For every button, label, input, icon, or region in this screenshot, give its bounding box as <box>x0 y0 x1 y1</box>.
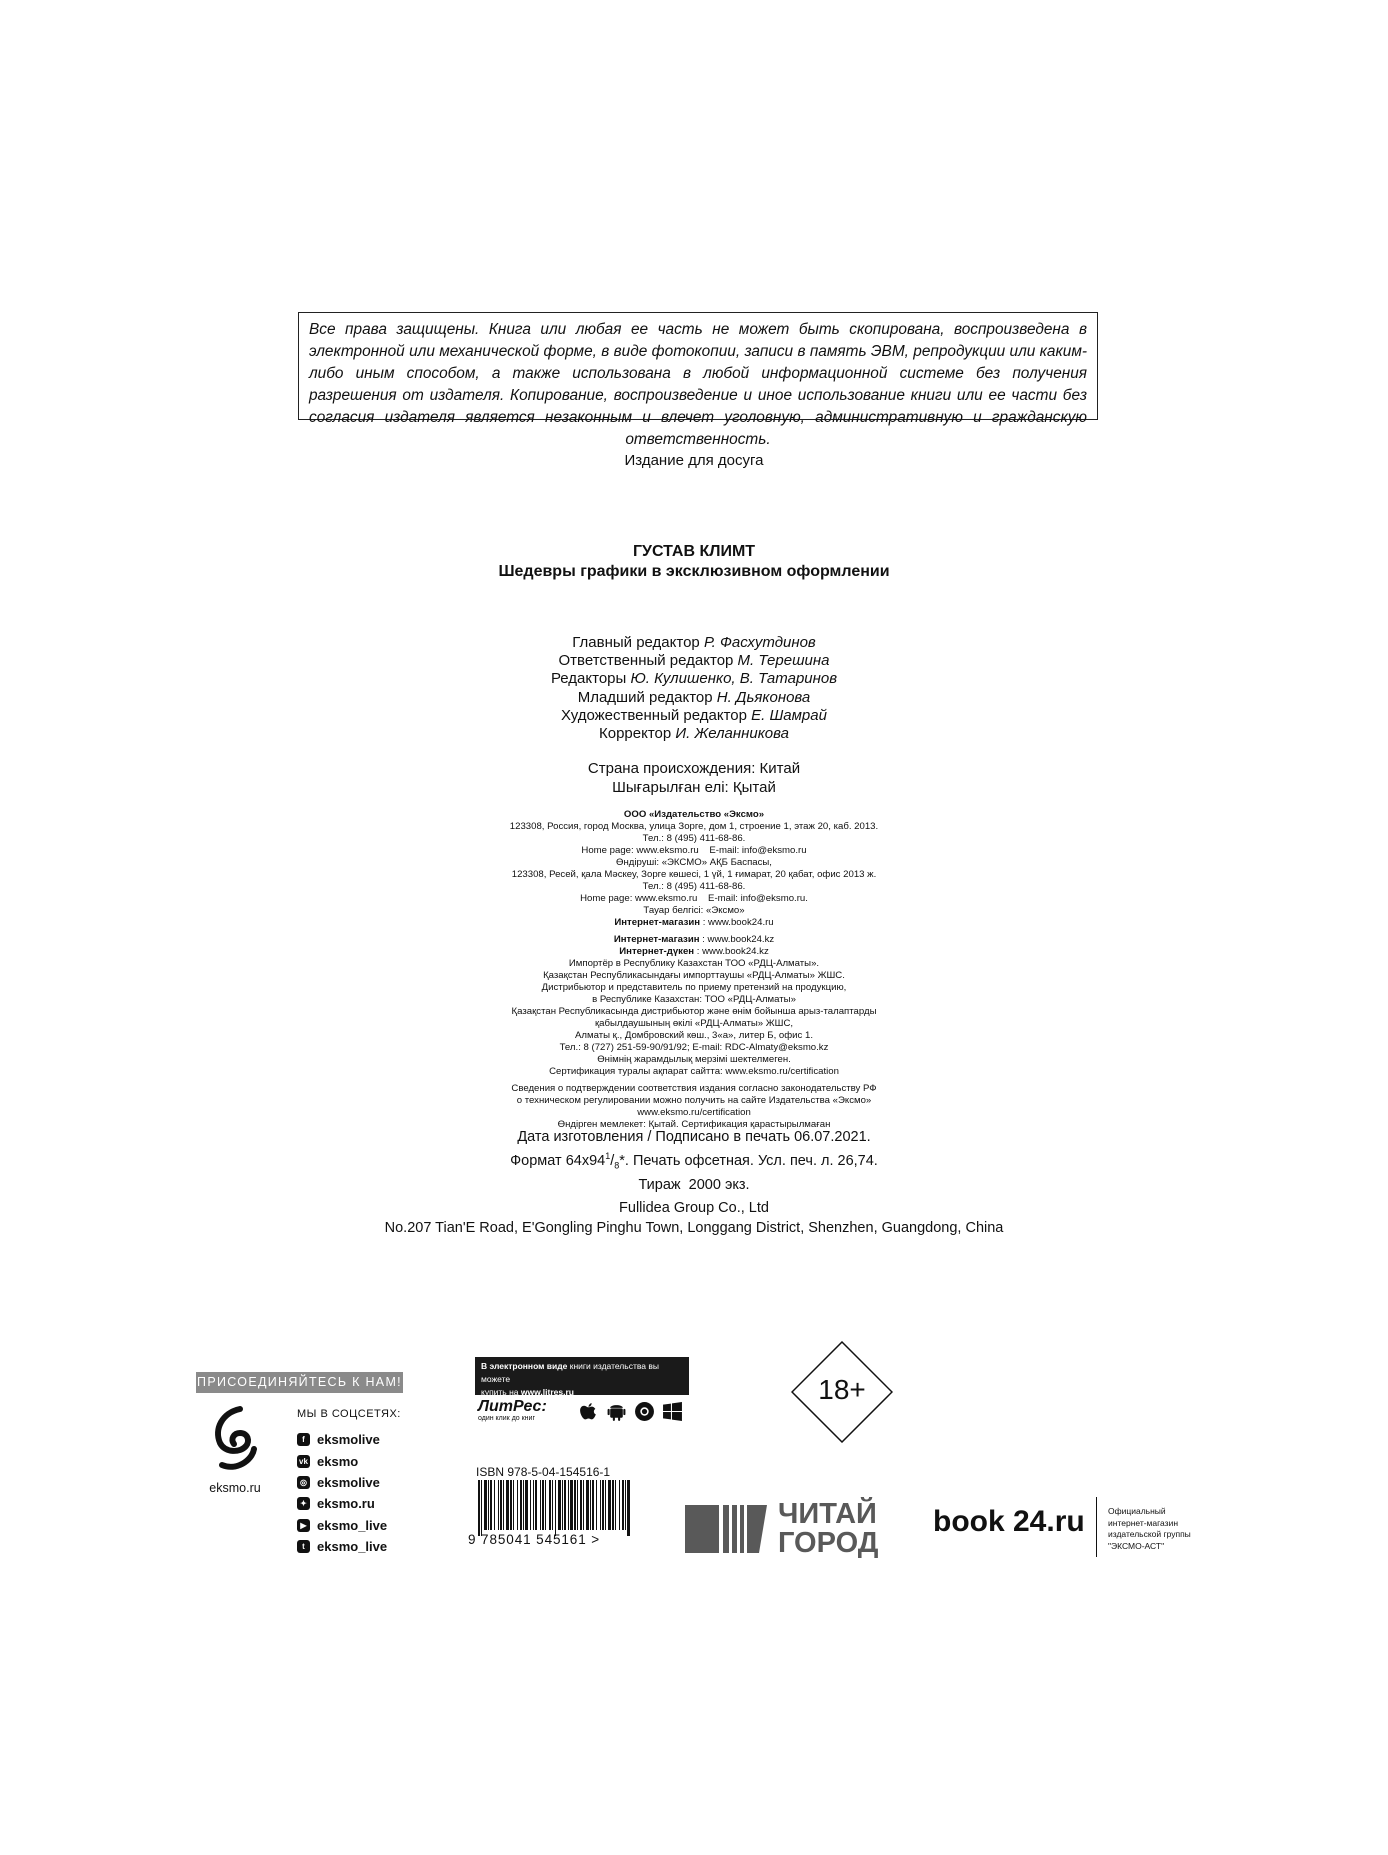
barcode-bar <box>619 1480 620 1530</box>
importer-line: Дистрибьютор и представитель по приему претензий на продукцию, <box>541 982 847 993</box>
barcode-bar <box>602 1480 604 1530</box>
barcode-bar <box>530 1480 531 1530</box>
publisher-name: ООО «Издательство «Эксмо» <box>623 809 765 820</box>
barcode-digits: 9 785041 545161 > <box>468 1532 601 1547</box>
rights-notice-text: Все права защищены. Книга или любая ее часть не может быть скопирована, воспроизведена в электронной или механической форме, в виде фотокопии, записи в память ЭВМ, репродукции или каким-либо иным способом, а также использована в любой информационной системе без получения разрешения от издателя. Копирование, воспроизведение и иное использование книги или ее части без согласия издателя является незаконным и влечет уголовную, административную и гражданскую ответственность. <box>309 321 1087 448</box>
importer-line: Импортёр в Республику Казахстан ТОО «РДЦ-Алматы». <box>568 958 820 969</box>
barcode-bar <box>625 1480 626 1530</box>
barcode-bar <box>552 1480 553 1530</box>
join-us-banner: ПРИСОЕДИНЯЙТЕСЬ К НАМ! <box>196 1372 403 1393</box>
social-list <box>297 1429 387 1557</box>
cert-line: о техническом регулировании можно получить на сайте Издательства «Эксмо» <box>516 1095 872 1106</box>
book-subtitle: Шедевры графики в эксклюзивном оформлении <box>498 563 890 580</box>
twitter-icon: t <box>297 1540 310 1553</box>
barcode-bar <box>627 1480 630 1536</box>
barcode-bar <box>517 1480 518 1530</box>
importer-line: Өнімнің жарамдылық мерзімі шектелмеген. <box>597 1054 791 1065</box>
publisher-web: Home page: www.eksmo.ru E-mail: info@eksmo.ru <box>581 845 807 856</box>
barcode-bar <box>580 1480 582 1530</box>
cert-line: www.eksmo.ru/certification <box>637 1107 751 1118</box>
litres-banner: В электронном виде книги издательства вы можете купить на www.litres.ru <box>475 1357 689 1395</box>
youtube-icon: ▶ <box>297 1519 310 1532</box>
book24-logo: book 24.ru <box>933 1505 1085 1538</box>
factory-info <box>0 1199 1388 1238</box>
platform-icons <box>578 1401 683 1422</box>
barcode-bar <box>488 1480 489 1530</box>
social-item-facebook[interactable]: f eksmolive <box>297 1429 387 1450</box>
barcode-bar <box>583 1480 584 1530</box>
barcode-bar <box>549 1480 551 1530</box>
editor-line: Редакторы Ю. Кулишенко, В. Татаринов <box>550 670 838 688</box>
barcode-bar <box>568 1480 569 1530</box>
barcode-bar <box>577 1480 578 1530</box>
barcode-bar <box>525 1480 528 1530</box>
litres-logo: ЛитРес: <box>478 1398 547 1415</box>
barcode-bar <box>596 1480 597 1530</box>
barcode-bar <box>615 1480 616 1530</box>
barcode-bar <box>520 1480 522 1530</box>
barcode-bar <box>490 1480 492 1530</box>
importer-line: қабылдаушының өкілі «РДЦ-Алматы» ЖШС, <box>594 1018 794 1029</box>
origin-ru: Страна происхождения: Китай <box>587 760 801 777</box>
browser-icon <box>634 1401 655 1422</box>
publisher-address: 123308, Россия, город Москва, улица Зорге, дом 1, строение 1, этаж 20, каб. 2013. <box>509 821 879 832</box>
editors-block <box>0 634 1388 743</box>
editor-line: Главный редактор Р. Фасхутдинов <box>572 634 816 651</box>
age-rating: 18+ <box>818 1374 866 1405</box>
barcode-bar <box>590 1480 591 1530</box>
facebook-icon: f <box>297 1433 310 1446</box>
barcode-bar <box>510 1480 512 1530</box>
social-item-instagram[interactable]: ◎ eksmolive <box>297 1472 387 1493</box>
barcode-bar <box>592 1480 594 1530</box>
cert-line: Сведения о подтверждении соответствия издания согласно законодательству РФ <box>511 1083 877 1094</box>
social-item-twitter[interactable]: t eksmo_live <box>297 1536 387 1557</box>
factory-address: No.207 Tian'E Road, E'Gongling Pinghu Town, Longgang District, Shenzhen, Guangdong, China <box>384 1219 1004 1236</box>
factory-name: Fullidea Group Co., Ltd <box>619 1200 769 1216</box>
barcode-bar <box>478 1480 480 1536</box>
social-item-ok[interactable]: ✦ eksmo.ru <box>297 1493 387 1514</box>
barcode-bar <box>622 1480 624 1530</box>
barcode-bar <box>612 1480 614 1530</box>
publisher-kz-phone: Тел.: 8 (495) 411-68-86. <box>642 881 746 892</box>
eksmo-logo-icon <box>200 1403 270 1483</box>
barcode-bar <box>506 1480 509 1530</box>
print-format: Формат $64x94^1/_8*$. Печать офсетная. Усл. печ. л. 26,74. <box>510 1151 878 1171</box>
importer-line: Алматы қ., Домбровский көш., 3«а», литер Б, офис 1. <box>575 1030 813 1041</box>
barcode-bar <box>484 1480 487 1530</box>
barcode-bar <box>545 1480 546 1530</box>
importer-line: Қазақстан Республикасындағы импорттаушы «РДЦ-Алматы» ЖШС. <box>543 970 845 981</box>
cert-line: Өндірген мемлекет: Қытай. Сертификация қарастырылмаған <box>557 1119 831 1130</box>
importer-line: Қазақстан Республикасында дистрибьютор және өнім бойынша арыз-талаптарды <box>511 1006 877 1017</box>
origin-kz: Шығарылған елі: Қытай <box>612 779 776 796</box>
litres-tagline: один клик до книг <box>478 1415 536 1422</box>
book24-divider <box>1096 1497 1097 1557</box>
barcode-bar <box>533 1480 534 1530</box>
barcode-bar <box>586 1480 589 1530</box>
shop-kz: Интернет-магазин : www.book24.kz <box>613 934 775 945</box>
barcode-bar <box>513 1480 514 1530</box>
social-item-youtube[interactable]: ▶ eksmo_live <box>297 1515 387 1536</box>
publisher-phone: Тел.: 8 (495) 411-68-86. <box>642 833 746 844</box>
editor-line: Младший редактор Н. Дьяконова <box>577 688 811 706</box>
publisher-kz-web: Home page: www.eksmo.ru E-mail: info@eksmo.ru. <box>580 893 808 904</box>
chitai-gorod-logo-icon <box>685 1503 767 1555</box>
android-icon <box>606 1401 627 1422</box>
editor-line: Корректор И. Желанникова <box>599 725 789 743</box>
barcode-bar <box>562 1480 563 1530</box>
eksmo-domain: eksmo.ru <box>209 1481 261 1495</box>
barcode-bar <box>564 1480 566 1530</box>
origin-block <box>0 759 1388 797</box>
barcode-bar <box>608 1480 611 1530</box>
publisher-kz-manufacturer: Өндіруші: «ЭКСМО» АҚБ Баспасы, <box>616 857 772 868</box>
social-title: МЫ В СОЦСЕТЯХ: <box>297 1408 401 1420</box>
windows-icon <box>662 1401 683 1422</box>
barcode-bar <box>570 1480 573 1530</box>
barcode-bar <box>540 1480 541 1530</box>
apple-icon <box>578 1401 599 1422</box>
importer-line: Тел.: 8 (727) 251-59-90/91/92; E-mail: RDC-Almaty@eksmo.kz <box>559 1042 829 1053</box>
barcode-bar <box>503 1480 504 1530</box>
print-run: Тираж 2000 экз. <box>638 1176 750 1193</box>
barcode-bar <box>574 1480 576 1530</box>
barcode-bar <box>498 1480 499 1530</box>
shop-kz2: Интернет-дүкен : www.book24.kz <box>619 946 769 957</box>
publisher-trademark: Тауар белгісі: «Эксмо» <box>643 905 745 916</box>
social-item-vk[interactable]: vk eksmo <box>297 1450 387 1471</box>
barcode-bar <box>494 1480 495 1530</box>
editor-line: Ответственный редактор М. Терешина <box>558 652 830 670</box>
barcode <box>474 1480 636 1536</box>
editor-line: Художественный редактор Е. Шамрай <box>561 706 827 724</box>
barcode-bar <box>481 1480 482 1536</box>
barcode-bar <box>558 1480 561 1530</box>
chitai-gorod-logo: ЧИТАЙ ГОРОД <box>778 1498 879 1559</box>
isbn: ISBN 978-5-04-154516-1 <box>476 1465 611 1479</box>
barcode-bar <box>500 1480 502 1530</box>
barcode-bar <box>600 1480 601 1530</box>
barcode-bar <box>523 1480 524 1530</box>
barcode-bar <box>542 1480 544 1530</box>
publisher-kz-address: 123308, Ресей, қала Мәскеу, Зорге көшесі, 1 үй, 1 ғимарат, 20 қабат, офис 2013 ж. <box>511 869 877 880</box>
vk-icon: vk <box>297 1455 310 1468</box>
print-info <box>0 1128 1388 1195</box>
publisher-block <box>0 809 1388 1131</box>
barcode-bar <box>605 1480 606 1530</box>
barcode-bar <box>535 1480 537 1530</box>
print-date: Дата изготовления / Подписано в печать 06.07.2021. <box>517 1129 871 1145</box>
ok-icon: ✦ <box>297 1497 310 1510</box>
rights-notice-box <box>298 312 1098 448</box>
book24-note: Официальный интернет-магазин издательской группы "ЭКСМО-АСТ" <box>1108 1506 1191 1551</box>
instagram-icon: ◎ <box>297 1476 310 1489</box>
edition-type: Издание для досуга <box>624 452 764 469</box>
barcode-bar <box>555 1480 556 1536</box>
book-author: ГУСТАВ КЛИМТ <box>632 543 756 560</box>
importer-line: в Республике Казахстан: ТОО «РДЦ-Алматы» <box>592 994 796 1005</box>
importer-line: Сертификация туралы ақпарат сайтта: www.eksmo.ru/certification <box>549 1066 839 1077</box>
shop-ru: Интернет-магазин : www.book24.ru <box>614 917 774 928</box>
